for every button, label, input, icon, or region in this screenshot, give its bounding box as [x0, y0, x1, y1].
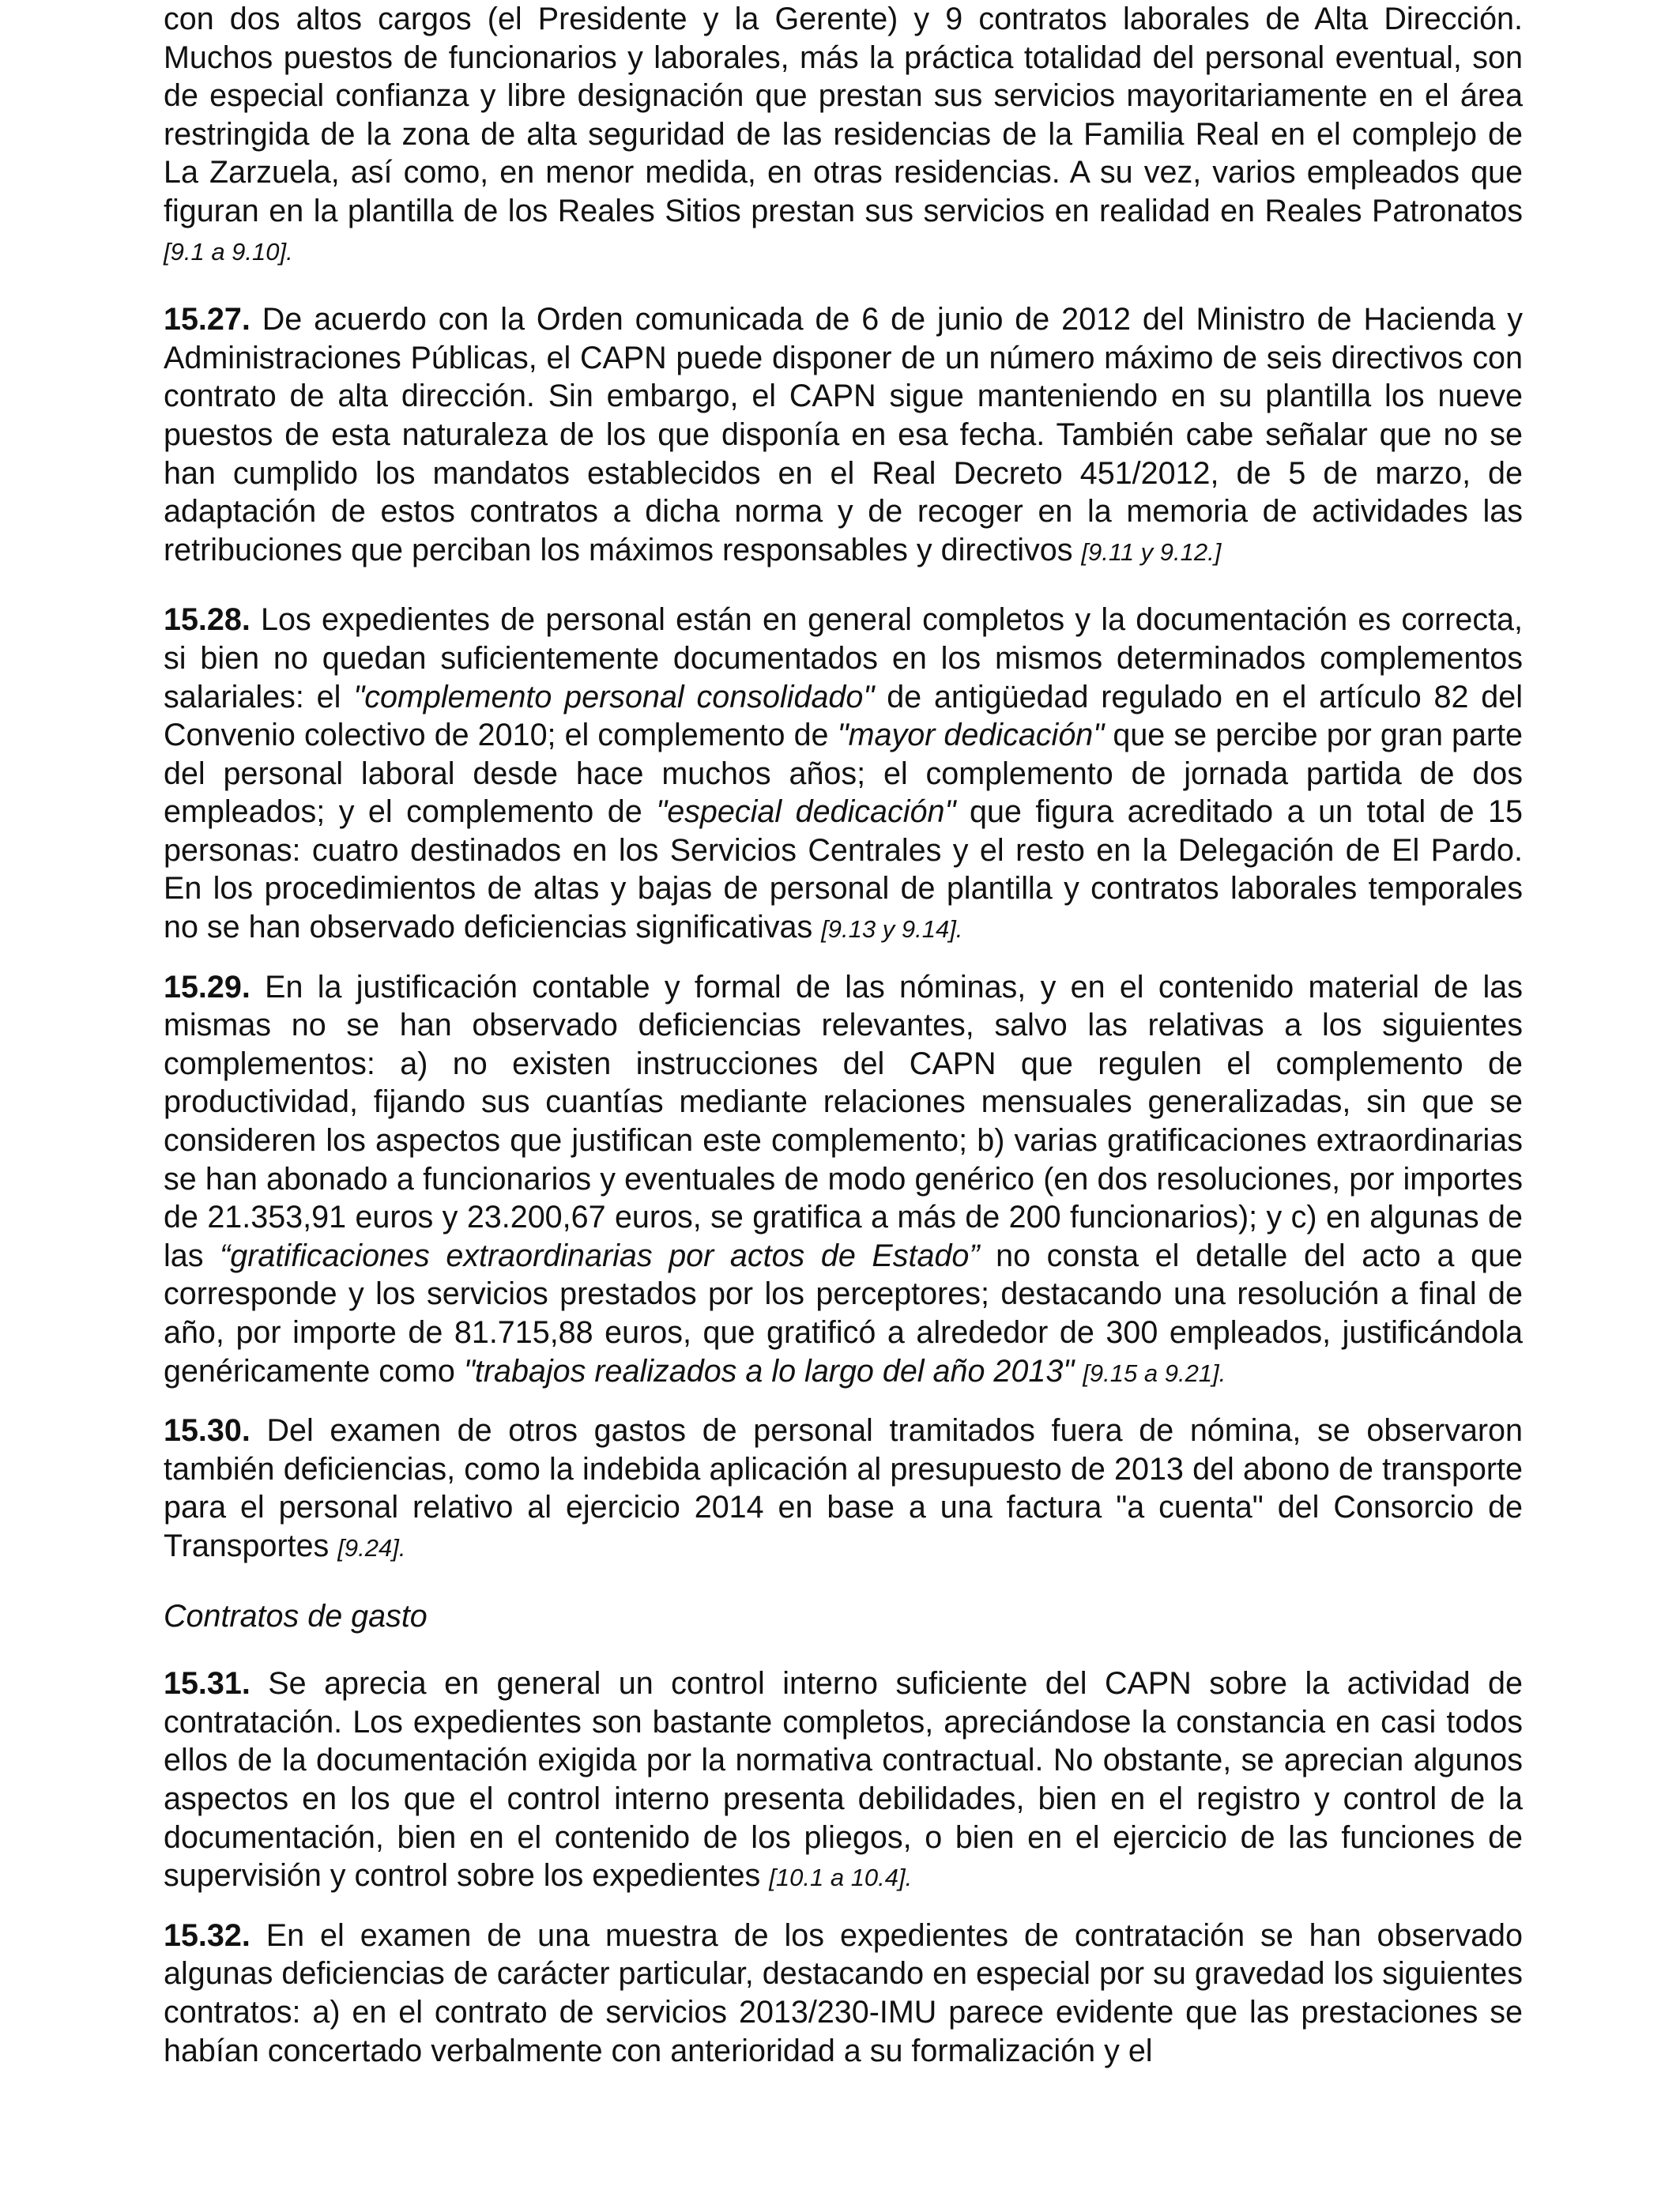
reference-marker: [9.13 y 9.14]. [821, 915, 963, 944]
paragraph-number: 15.31. [164, 1666, 250, 1702]
paragraph-intro [164, 0, 1523, 271]
paragraph-text: no consta el detalle del acto a que corresponde y los servicios prestados por los perceptores; destacando una resolución a final de año, por importe de 81.715,88 euros, que gratificó a alrededor de 300 empleados, justificándola genéricamente como [164, 1238, 1524, 1389]
section-heading: Contratos de gasto [164, 1598, 428, 1634]
quoted-term: “gratificaciones extraordinarias por actos de Estado” [220, 1238, 980, 1273]
reference-marker: [10.1 a 10.4]. [769, 1864, 913, 1892]
document-page [164, 0, 1523, 2070]
quoted-term: "especial dedicación" [656, 794, 956, 830]
paragraph-number: 15.30. [164, 1413, 250, 1449]
paragraph-15-27 [164, 300, 1523, 571]
quoted-term: "complemento personal consolidado" [353, 679, 875, 714]
paragraph-text: que figura acreditado a un total de 15 personas: cuatro destinados en los Servicios Centrales y el resto en la Delegación de El Pardo. En los procedimientos de altas y bajas de personal de plantilla y contratos laborales temporales no se han observado deficiencias significativas [164, 794, 1523, 945]
paragraph-15-31 [164, 1664, 1523, 1898]
paragraph-text: con dos altos cargos (el Presidente y la Gerente) y 9 contratos laborales de Alta Dirección. Muchos puestos de funcionarios y laborales, más la práctica totalidad del personal eventual, son de especial confianza y libre designación que prestan sus servicios mayoritariamente en el área restringida de la zona de alta seguridad de las residencias de la Familia Real en el complejo de La Zarzuela, así como, en menor medida, en otras residencias. A su vez, varios empleados que figuran en la plantilla de los Reales Sitios prestan sus servicios en realidad en Reales Patronatos [164, 2, 1523, 228]
paragraph-text: En la justificación contable y formal de las nóminas, y en el contenido material de las mismas no se han observado deficiencias relevantes, salvo las relativas a los siguientes complementos: a) no existen instrucciones del CAPN que regulen el complemento de productividad, fijando sus cuantías mediante relaciones mensuales generalizadas, sin que se consideren los aspectos que justifican este complemento; b) varias gratificaciones extraordinarias se han abonado a funcionarios y eventuales de modo genérico (en dos resoluciones, por importes de 21.353,91 euros y 23.200,67 euros, se gratifica a más de 200 funcionarios); y c) en algunas de las [164, 969, 1523, 1273]
paragraph-text: En el examen de una muestra de los expedientes de contratación se han observado algunas deficiencias de carácter particular, destacando en especial por su gravedad los siguientes contratos: a) en el contrato de servicios 2013/230-IMU parece evidente que las prestaciones se habían concertado verbalmente con anterioridad a su formalización y el [164, 1917, 1523, 2068]
paragraph-number: 15.32. [164, 1917, 250, 1953]
paragraph-15-28 [164, 601, 1523, 948]
reference-marker: [9.15 a 9.21]. [1083, 1359, 1226, 1387]
paragraph-15-30 [164, 1412, 1523, 1567]
paragraph-15-29 [164, 968, 1523, 1393]
paragraph-number: 15.27. [164, 302, 250, 337]
paragraph-15-32 [164, 1917, 1523, 2070]
paragraph-number: 15.29. [164, 969, 250, 1005]
reference-marker: [9.11 y 9.12.] [1081, 537, 1222, 566]
paragraph-text: De acuerdo con la Orden comunicada de 6 de junio de 2012 del Ministro de Hacienda y Administraciones Públicas, el CAPN puede disponer de un número máximo de seis directivos con contrato de alta dirección. Sin embargo, el CAPN sigue manteniendo en su plantilla los nueve puestos de esta naturaleza de los que disponía en esa fecha. También cabe señalar que no se han cumplido los mandatos establecidos en el Real Decreto 451/2012, de 5 de marzo, de adaptación de estos contratos a dicha norma y de recoger en la memoria de actividades las retribuciones que perciban los máximos responsables y directivos [164, 302, 1523, 567]
paragraph-number: 15.28. [164, 602, 250, 638]
paragraph-text [1074, 1354, 1083, 1389]
reference-marker: [9.1 a 9.10]. [164, 237, 293, 266]
paragraph-text: Del examen de otros gastos de personal tramitados fuera de nómina, se observaron también deficiencias, como la indebida aplicación al presupuesto de 2013 del abono de transporte para el personal relativo al ejercicio 2014 en base a una factura "a cuenta" del Consorcio de Transportes [164, 1413, 1523, 1563]
reference-marker: [9.24]. [337, 1533, 406, 1562]
paragraph-text: que se percibe por gran parte del personal laboral desde hace muchos años; el complemento de jornada partida de dos empleados; y el complemento de [164, 718, 1524, 830]
quoted-term: "trabajos realizados a lo largo del año 2013" [463, 1353, 1075, 1389]
paragraph-text: Se aprecia en general un control interno suficiente del CAPN sobre la actividad de contratación. Los expedientes son bastante completos, apreciándose la constancia en casi todos ellos de la documentación exigida por la normativa contractual. No obstante, se aprecian algunos aspectos en los que el control interno presenta debilidades, bien en el registro y control de la documentación, bien en el contenido de los pliegos, o bien en el ejercicio de las funciones de supervisión y control sobre los expedientes [164, 1666, 1523, 1894]
paragraph-text: de antigüedad regulado en el artículo 82 del Convenio colectivo de 2010; el complemento de [164, 679, 1523, 753]
paragraph-text: Los expedientes de personal están en general completos y la documentación es correcta, si bien no quedan suficientemente documentados en los mismos determinados complementos salariales: el [164, 602, 1523, 714]
quoted-term: "mayor dedicación" [837, 718, 1105, 753]
